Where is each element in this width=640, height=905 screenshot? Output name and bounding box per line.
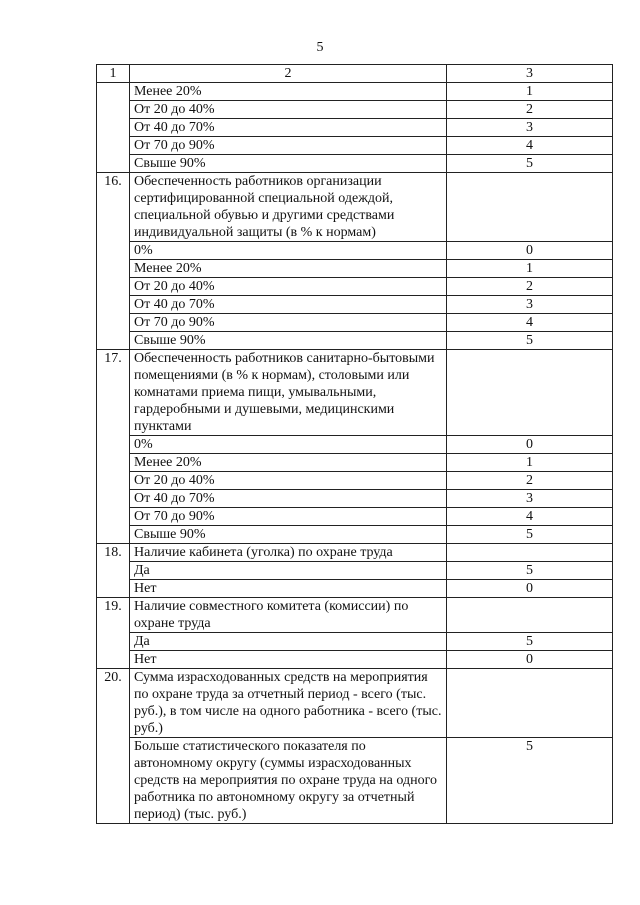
criterion-score: 0	[447, 242, 613, 260]
criterion-score: 3	[447, 490, 613, 508]
criterion-label: Да	[130, 633, 447, 651]
criterion-label: Свыше 90%	[130, 332, 447, 350]
criterion-label: Обеспеченность работников организации сертифицированной специальной одеждой, специальной обувью и другими средствами индивидуальной защиты (в % к нормам)	[130, 173, 447, 242]
criterion-label: От 40 до 70%	[130, 119, 447, 137]
criterion-score: 2	[447, 472, 613, 490]
table-row	[97, 296, 613, 314]
criterion-label: Больше статистического показателя по автономному округу (суммы израсходованных средств на мероприятия по охране труда на одного работника по автономному округу за отчетный период) (тыс. руб.)	[130, 738, 447, 824]
criterion-label: Наличие кабинета (уголка) по охране труда	[130, 544, 447, 562]
criterion-label: Да	[130, 562, 447, 580]
criterion-label: От 40 до 70%	[130, 296, 447, 314]
table-row	[97, 472, 613, 490]
table-header-row	[97, 65, 613, 83]
table-row	[97, 173, 613, 242]
criterion-score: 5	[447, 738, 613, 824]
table-row	[97, 101, 613, 119]
criterion-number	[97, 83, 130, 173]
criterion-label: Свыше 90%	[130, 526, 447, 544]
criteria-table-body	[97, 65, 613, 824]
table-row	[97, 544, 613, 562]
table-row	[97, 598, 613, 633]
table-row	[97, 454, 613, 472]
header-col-2: 2	[130, 65, 447, 83]
criterion-score: 5	[447, 562, 613, 580]
criterion-label: Менее 20%	[130, 454, 447, 472]
table-row	[97, 83, 613, 101]
criterion-label: Наличие совместного комитета (комиссии) по охране труда	[130, 598, 447, 633]
table-row	[97, 278, 613, 296]
criterion-label: От 40 до 70%	[130, 490, 447, 508]
criterion-label: От 20 до 40%	[130, 472, 447, 490]
criterion-label: От 70 до 90%	[130, 137, 447, 155]
table-row	[97, 669, 613, 738]
criterion-number: 16.	[97, 173, 130, 350]
criterion-score	[447, 669, 613, 738]
criterion-number: 18.	[97, 544, 130, 598]
criterion-label: Менее 20%	[130, 260, 447, 278]
table-row	[97, 490, 613, 508]
table-row	[97, 155, 613, 173]
table-row	[97, 508, 613, 526]
criterion-score: 4	[447, 314, 613, 332]
table-row	[97, 119, 613, 137]
table-row	[97, 738, 613, 824]
criterion-number: 17.	[97, 350, 130, 544]
criterion-score	[447, 544, 613, 562]
table-row	[97, 350, 613, 436]
criterion-number: 20.	[97, 669, 130, 824]
criterion-score: 1	[447, 83, 613, 101]
criterion-score: 1	[447, 454, 613, 472]
table-row	[97, 436, 613, 454]
criterion-label: 0%	[130, 242, 447, 260]
criterion-label: Сумма израсходованных средств на мероприятия по охране труда за отчетный период - всего (тыс. руб.), в том числе на одного работника - всего (тыс. руб.)	[130, 669, 447, 738]
criterion-score: 1	[447, 260, 613, 278]
criterion-score: 0	[447, 580, 613, 598]
table-row	[97, 651, 613, 669]
criteria-table	[96, 64, 613, 824]
criterion-score	[447, 350, 613, 436]
criterion-score	[447, 173, 613, 242]
table-row	[97, 580, 613, 598]
criterion-label: Нет	[130, 580, 447, 598]
criterion-score: 5	[447, 633, 613, 651]
table-row	[97, 260, 613, 278]
header-col-1: 1	[97, 65, 130, 83]
table-row	[97, 242, 613, 260]
criterion-label: Свыше 90%	[130, 155, 447, 173]
criterion-score: 4	[447, 137, 613, 155]
criterion-score: 4	[447, 508, 613, 526]
table-row	[97, 314, 613, 332]
criterion-label: Менее 20%	[130, 83, 447, 101]
criterion-label: 0%	[130, 436, 447, 454]
criterion-score: 3	[447, 119, 613, 137]
criterion-label: От 20 до 40%	[130, 101, 447, 119]
criterion-label: От 20 до 40%	[130, 278, 447, 296]
header-col-3: 3	[447, 65, 613, 83]
criterion-score: 2	[447, 101, 613, 119]
table-row	[97, 562, 613, 580]
criterion-number: 19.	[97, 598, 130, 669]
table-row	[97, 526, 613, 544]
criterion-score: 0	[447, 651, 613, 669]
criterion-label: От 70 до 90%	[130, 314, 447, 332]
table-row	[97, 332, 613, 350]
criterion-label: От 70 до 90%	[130, 508, 447, 526]
criterion-score: 5	[447, 526, 613, 544]
criterion-score	[447, 598, 613, 633]
table-row	[97, 633, 613, 651]
criterion-score: 5	[447, 332, 613, 350]
criterion-score: 5	[447, 155, 613, 173]
criterion-label: Нет	[130, 651, 447, 669]
page-number: 5	[316, 40, 324, 55]
criterion-score: 2	[447, 278, 613, 296]
criterion-score: 3	[447, 296, 613, 314]
criterion-score: 0	[447, 436, 613, 454]
table-row	[97, 137, 613, 155]
criterion-label: Обеспеченность работников санитарно-бытовыми помещениями (в % к нормам), столовыми или комнатами приема пищи, умывальными, гардеробными и душевыми, медицинскими пунктами	[130, 350, 447, 436]
